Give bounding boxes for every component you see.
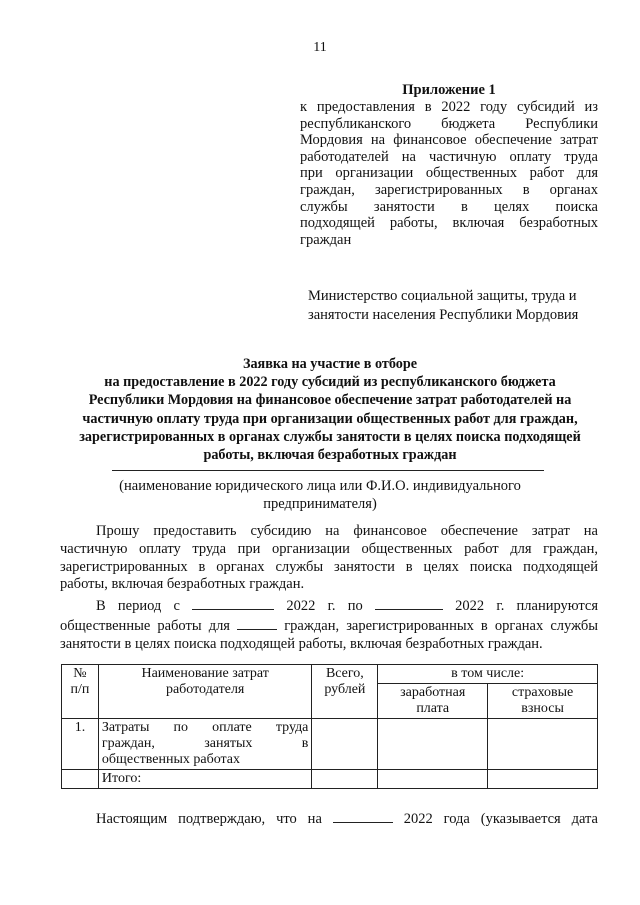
- heading-line: Заявка на участие в отборе: [242, 356, 418, 372]
- total-sum-cell[interactable]: [312, 770, 378, 789]
- applicant-name-caption: [100, 477, 540, 513]
- period-text-a: В период с: [96, 598, 180, 614]
- period-text-b: 2022 г. по: [286, 598, 363, 614]
- annex-line: при организации общественных работ для: [300, 165, 598, 182]
- paragraph-line: [60, 616, 598, 636]
- annex-line: к предоставления в 2022 году субсидий из: [300, 99, 598, 115]
- recipient-block: [308, 287, 598, 325]
- confirm-text-a: Настоящим подтверждаю, что на: [96, 811, 322, 827]
- annex-line: граждан, зарегистрированных в органах: [300, 181, 598, 198]
- paragraph-line: работы, включая безработных граждан.: [60, 576, 305, 593]
- annex-line: граждан: [300, 231, 352, 248]
- paragraph-line: Прошу предоставить субсидию на финансовое обеспечение затрат на: [96, 523, 598, 539]
- recipient-line: Министерство социальной защиты, труда и: [308, 288, 577, 304]
- annex-line: подходящей работы, включая безработных: [300, 215, 598, 232]
- heading-line: Республики Мордовия на финансовое обеспечение затрат работодателей на: [88, 392, 572, 409]
- paragraph-line: частичную оплату труда при организации общественных работ для граждан,: [60, 540, 598, 557]
- start-date-blank[interactable]: [192, 596, 274, 610]
- costs-table: [61, 664, 598, 789]
- end-date-blank[interactable]: [375, 596, 443, 610]
- header-cost-name: Наименование затрат работодателя: [98, 665, 311, 719]
- request-paragraph: [60, 523, 598, 594]
- page-number: 11: [313, 40, 327, 55]
- confirmation-paragraph: [60, 809, 598, 829]
- period-text-d: общественные работы для: [60, 617, 230, 634]
- table-header-row: [62, 665, 598, 684]
- header-insurance: страховые взносы: [488, 684, 598, 719]
- recipient-line: занятости населения Республики Мордовия: [308, 307, 579, 323]
- row-insurance-cell[interactable]: [488, 719, 598, 770]
- total-salary-cell[interactable]: [378, 770, 488, 789]
- paragraph-line: [60, 809, 598, 829]
- table-total-row: [62, 770, 598, 789]
- row-total-cell[interactable]: [312, 719, 378, 770]
- heading-line: работы, включая безработных граждан: [203, 447, 457, 464]
- annex-description: [300, 99, 598, 248]
- application-heading: [60, 355, 600, 464]
- row-cost-name: Затраты по оплате труда граждан, занятых в общественных работах: [98, 719, 311, 770]
- citizens-count-blank[interactable]: [237, 616, 277, 630]
- total-num-cell: [62, 770, 99, 789]
- confirm-date-blank[interactable]: [333, 809, 393, 823]
- caption-line: (наименование юридического лица или Ф.И.О. индивидуального: [119, 478, 521, 494]
- paragraph-line: занятости в целях поиска подходящей работы, включая безработных граждан.: [60, 635, 543, 652]
- table-row: [62, 719, 598, 770]
- total-insurance-cell[interactable]: [488, 770, 598, 789]
- paragraph-line: [60, 596, 598, 616]
- confirm-text-b: 2022 года (указывается дата: [403, 811, 598, 827]
- heading-line: частичную оплату труда при организации общественных работ для граждан,: [82, 410, 578, 427]
- period-text-c: 2022 г. планируются: [455, 598, 599, 614]
- heading-line: на предоставление в 2022 году субсидий из республиканского бюджета: [104, 374, 556, 391]
- paragraph-line: зарегистрированных в органах службы занятости в целях поиска подходящей: [60, 558, 598, 575]
- annex-title: Приложение 1: [402, 82, 496, 98]
- applicant-name-line: [112, 470, 544, 471]
- header-salary: заработная плата: [378, 684, 488, 719]
- row-salary-cell[interactable]: [378, 719, 488, 770]
- header-num: № п/п: [62, 665, 99, 719]
- annex-line: службы занятости в целях поиска: [300, 198, 598, 215]
- period-text-e: граждан, зарегистрированных в органах службы: [284, 617, 599, 634]
- header-total: Всего, рублей: [312, 665, 378, 719]
- annex-line: республиканского бюджета Республики: [300, 115, 598, 132]
- caption-line: предпринимателя): [263, 496, 377, 512]
- annex-line: работодателей на частичную оплату труда: [300, 148, 598, 165]
- row-num: 1.: [62, 719, 99, 770]
- annex-line: Мордовия на финансовое обеспечение затрат: [300, 132, 598, 149]
- total-label: Итого:: [98, 770, 311, 789]
- heading-line: зарегистрированных в органах службы занятости в целях поиска подходящей: [79, 428, 581, 445]
- header-including: в том числе:: [378, 665, 598, 684]
- period-paragraph: [60, 596, 598, 653]
